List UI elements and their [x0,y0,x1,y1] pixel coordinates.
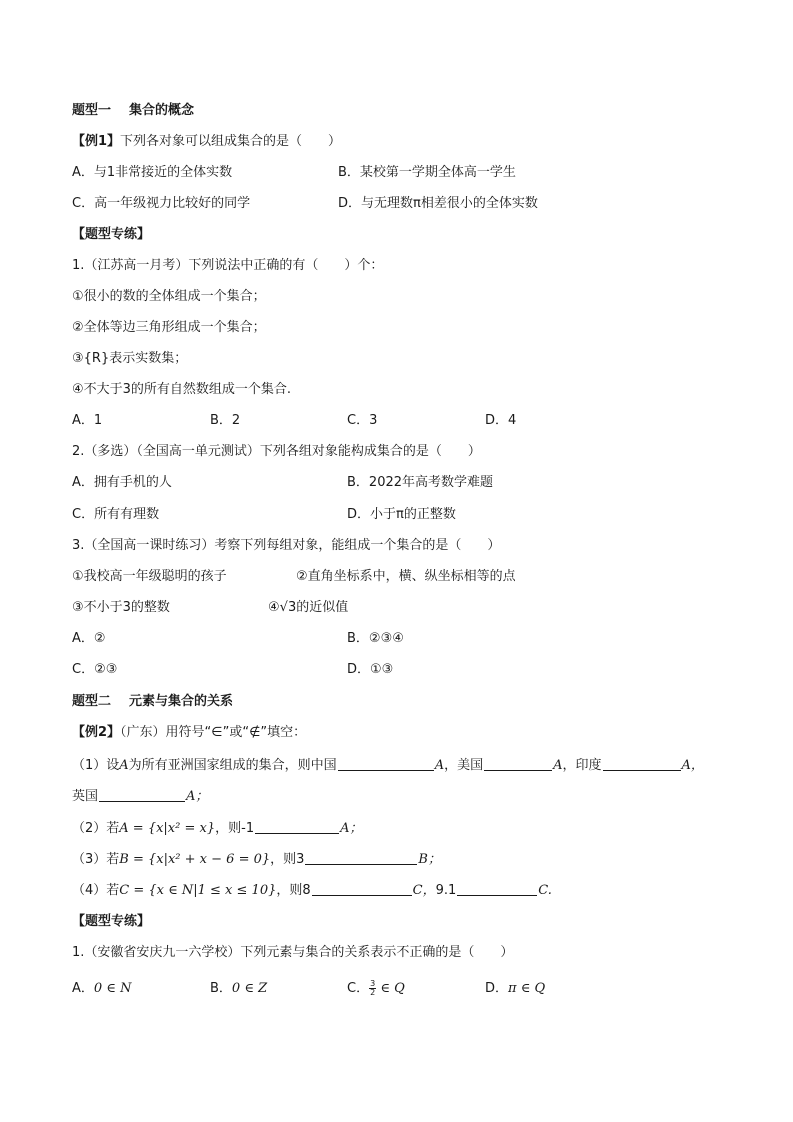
s2-q1-option-b-text: 0 ∈ Z [231,981,268,996]
example2-prompt [72,724,753,742]
q3-item-2: ②直角坐标系中，横、纵坐标相等的点 [296,569,516,584]
answer-blank-india[interactable] [603,757,681,771]
q1-option-a: A．1 [72,413,103,428]
p1-text-india: ，印度 [562,758,602,773]
q3-stem: 3.（全国高一课时练习）考察下列每组对象，能组成一个集合的是（ ） [72,538,501,553]
practice-label-1: 【题型专练】 [72,227,151,242]
p4-math: C = {x ∈ N|1 ≤ x ≤ 10} [119,883,277,898]
example2-part1-cont [72,788,753,806]
p2-text: ，则-1 [215,821,255,836]
section1-title-number: 题型一 [72,103,112,118]
fraction-numerator: 3 [370,979,376,988]
p4-set-1: C， [412,883,436,898]
fraction-three-halves [369,980,376,997]
p1-uk-set: A； [186,789,209,804]
example2-part2 [72,820,753,838]
section2-title [72,693,753,711]
answer-blank-us[interactable] [484,757,552,771]
s2-q1-option-d-label: D． [485,981,509,996]
example1-question [72,133,753,151]
s2-q1-stem: 1.（安徽省安庆九一六学校）下列元素与集合的关系表示不正确的是（ ） [72,945,514,960]
s2-q1-option-c-text: ∈ Q [380,981,405,996]
p3-math: B = {x|x² + x − 6 = 0} [119,852,271,867]
s2-q1-option-d-text: π ∈ Q [508,981,546,996]
p1-text-china: 为所有亚洲国家组成的集合，则中国 [128,758,337,773]
q2-option-b: B．2022年高考数学难题 [347,475,494,490]
q2-option-a: A．拥有手机的人 [72,475,172,490]
q1-item-4: ④不大于3的所有自然数组成一个集合. [72,382,292,397]
example2-part4 [72,882,753,900]
p2-prefix: （2）若 [72,821,120,836]
s2-q1-option-a-label: A． [72,981,94,996]
p4-set-2: C. [538,883,552,898]
answer-blank-china[interactable] [338,757,434,771]
example1-option-c: C．高一年级视力比较好的同学 [72,196,251,211]
q2-option-c: C．所有有理数 [72,507,160,522]
answer-blank-p2[interactable] [255,820,339,834]
example1-label: 【例1】 [72,134,121,149]
q1-option-b: B．2 [210,413,241,428]
example2-part1 [72,757,753,775]
p1-text-us: ，美国 [444,758,484,773]
s2-q1-option-c [347,980,405,998]
answer-blank-p4-1[interactable] [312,882,412,896]
p4-text: ，则8 [276,883,311,898]
section1-title [72,102,753,120]
s2-q1-option-c-label: C． [347,981,370,996]
q1-item-2: ②全体等边三角形组成一个集合； [72,320,266,335]
q1-stem: 1.（江苏高一月考）下列说法中正确的有（ ）个： [72,258,384,273]
example1-option-b: B．某校第一学期全体高一学生 [338,165,516,180]
p1-china-set: A [434,758,445,773]
p1-india-set: A， [681,758,704,773]
example2-part3 [72,851,753,869]
s2-q1-option-b [210,980,267,998]
example1-text: 下列各对象可以组成集合的是（ ） [120,134,342,149]
section1-title-text: 集合的概念 [129,103,195,118]
q3-option-c: C．②③ [72,662,118,677]
fraction-denominator: 2 [370,988,376,997]
p2-set: A； [340,821,363,836]
p3-text: ，则3 [270,852,305,867]
q1-item-3: ③{R}表示实数集； [72,351,188,366]
p3-set: B； [418,852,441,867]
q3-option-a: A．② [72,631,106,646]
p4-value: 9.1 [435,883,457,898]
example1-option-d: D．与无理数π相差很小的全体实数 [338,196,538,211]
s2-q1-option-d [485,980,545,998]
q3-item-3: ③不小于3的整数 [72,600,170,615]
example1-option-a: A．与1非常接近的全体实数 [72,165,233,180]
q1-option-c: C．3 [347,413,378,428]
p1-text-uk: 英国 [72,789,99,804]
s2-q1-option-a [72,980,131,998]
p1-prefix: （1）设 [72,758,120,773]
p1-us-set: A [553,758,563,773]
section2-title-text: 元素与集合的关系 [129,694,234,709]
s2-q1-option-b-label: B． [210,981,232,996]
q3-option-d: D．①③ [347,662,394,677]
q2-stem: 2.（多选）（全国高一单元测试）下列各组对象能构成集合的是（ ） [72,444,481,459]
practice-label-2: 【题型专练】 [72,914,151,929]
p4-prefix: （4）若 [72,883,120,898]
p3-prefix: （3）若 [72,852,120,867]
q3-item-1: ①我校高一年级聪明的孩子 [72,569,227,584]
p2-math: A = {x|x² = x} [119,821,216,836]
q1-option-d: D．4 [485,413,517,428]
q2-option-d: D．小于π的正整数 [347,507,456,522]
section2-title-number: 题型二 [72,694,112,709]
q1-item-1: ①很小的数的全体组成一个集合； [72,289,266,304]
s2-q1-option-a-text: 0 ∈ N [93,981,132,996]
example2-text: （广东）用符号“∈”或“∉”填空： [120,725,307,740]
example2-label: 【例2】 [72,725,121,740]
answer-blank-p4-2[interactable] [457,882,537,896]
answer-blank-uk[interactable] [99,788,185,802]
q3-option-b: B．②③④ [347,631,404,646]
answer-blank-p3[interactable] [305,851,417,865]
q3-item-4: ④√3的近似值 [268,600,349,615]
p1-set-name: A [119,758,129,773]
